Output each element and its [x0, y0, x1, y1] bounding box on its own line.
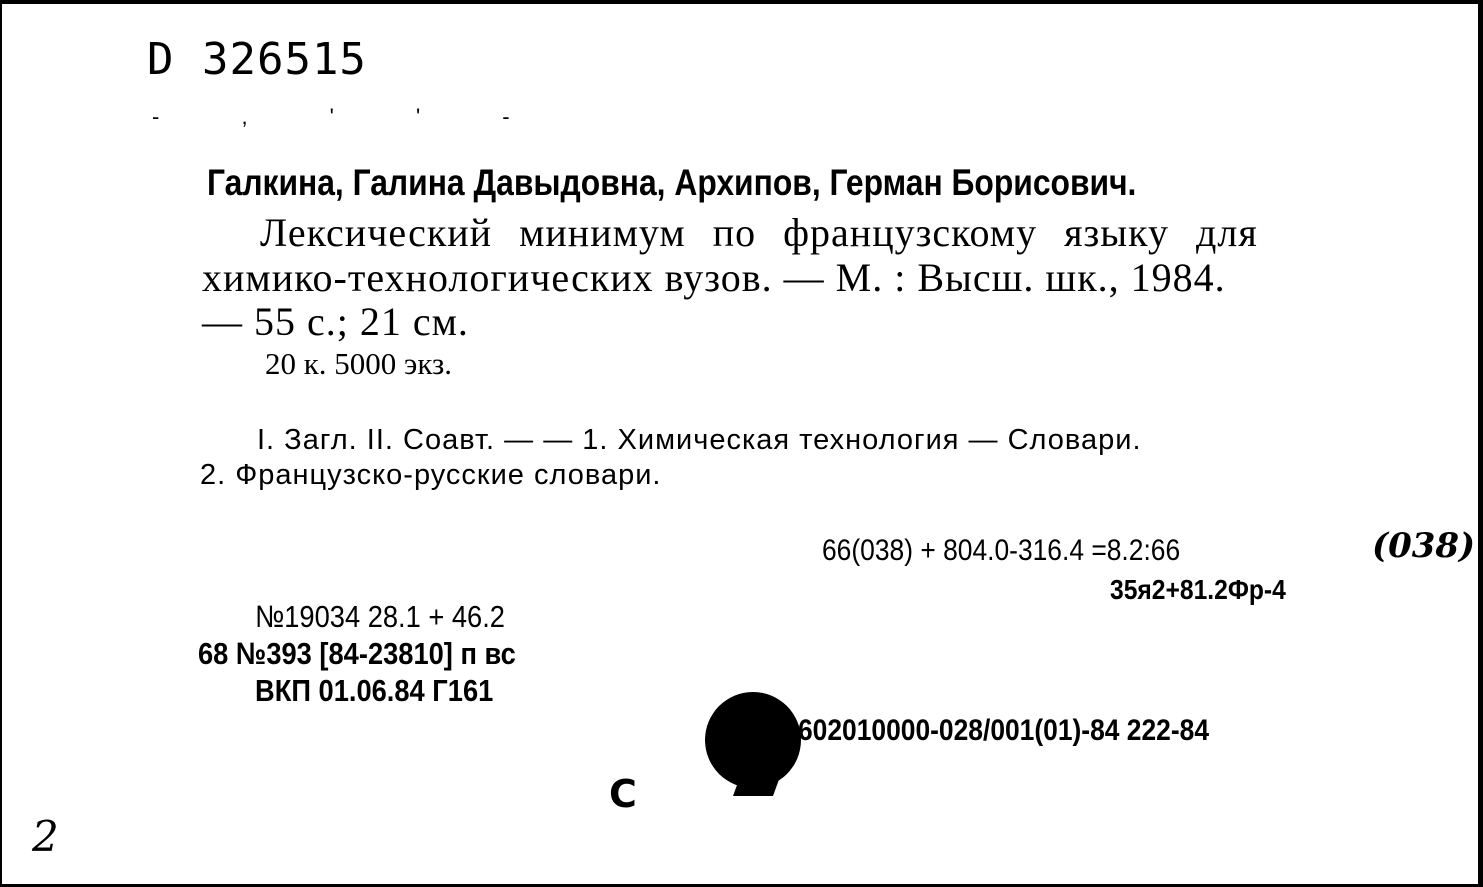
ink-blot-tail [733, 774, 781, 796]
udc-handwritten-note: (038) [1372, 526, 1476, 566]
copyright-mark: С [609, 772, 637, 816]
subject-headings-line-1: I. Загл. II. Соавт. — — 1. Химическая технология — Словари. [257, 424, 1142, 456]
order-line-3: ВКП 01.06.84 Г161 [255, 673, 494, 708]
title-line-3: — 55 с.; 21 см. [202, 299, 469, 344]
bbk-classification: 35я2+81.2Фр-4 [1110, 574, 1286, 605]
title-line-1: Лексический минимум по французскому языку для [260, 210, 1258, 255]
udc-classification: 66(038) + 804.0-316.4 =8.2:66 [822, 534, 1181, 567]
title-line-2: химико-технологических вузов. — М. : Высш. шк., 1984. [202, 255, 1226, 300]
corner-handwritten-mark: 2 [32, 812, 59, 861]
price-and-print-run: 20 к. 5000 экз. [265, 346, 453, 381]
authors-heading: Галкина, Галина Давыдовна, Архипов, Герман Борисович. [207, 162, 1137, 203]
subject-headings-line-2: 2. Французско-русские словари. [200, 459, 662, 491]
publisher-code-line: 602010000-028/001(01)-84 222-84 [798, 714, 1210, 747]
scan-specks: - , ' ' - [152, 104, 548, 129]
order-line-2: 68 №393 [84-23810] п вс [198, 636, 516, 671]
order-line-1: №19034 28.1 + 46.2 [255, 599, 505, 634]
call-number: D 326515 [147, 34, 367, 85]
